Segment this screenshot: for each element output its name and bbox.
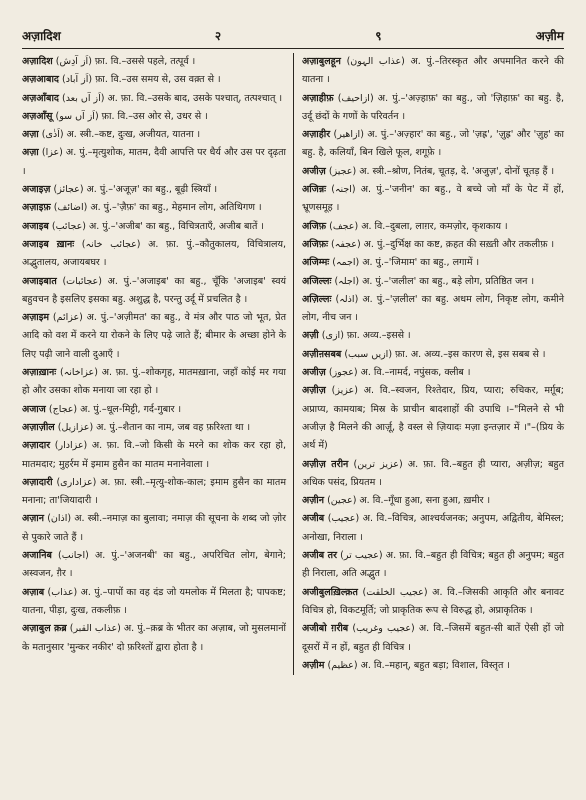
entry-headword: अज़ी [302,330,319,342]
dictionary-entry [302,456,564,493]
entry-headword: अज़आँबाद [22,92,59,104]
dictionary-entry [22,181,286,199]
entry-headword: अज़ान [22,513,45,525]
dictionary-entry [302,492,564,510]
entry-definition: (اجلہ) अ. पुं.–'जलील' का बहु., बड़े लोग, प्रतिष्ठित जन । [331,275,535,287]
dictionary-entry [302,181,564,218]
entry-headword: अज़ादिश [22,56,53,67]
dictionary-entry [302,547,564,584]
entry-definition: (عزاخانہ) अ. फ़ा. पुं.–शोकगृह, मातमख़ाना, जहाँ कोई मर गया हो और उसका शोक मनाया जा रहा हो । [22,367,287,397]
entry-headword: अजिन्नः [302,184,327,196]
dictionary-entry [302,620,564,657]
dictionary-entry [22,547,286,584]
entry-definition: (اَز آں بعد) अ. फ़ा. वि.–उसके बाद, उसके पश्चात्, तत्पश्चात् । [58,92,283,104]
entry-definition: (عجین) अ. वि.–गूँधा हुआ, सना हुआ, ख़मीर । [324,495,491,507]
dictionary-entry [22,510,286,547]
dictionary-entry [22,273,286,310]
dictionary-entry [302,510,564,547]
entry-headword: अजाइज़ [22,184,51,196]
dictionary-entry [302,273,564,291]
entry-definition: (عذاب القبر) अ. पुं.–क़ब्र के भीतर का अज़ाब, जो मुसलमानों के मतानुसार 'मुन्कर नकीर' दो फ़रिश्तों द्वारा होता है । [22,623,286,653]
entry-headword: अजानिब [22,550,52,562]
entry-definition: (عجوز) अ. वि.–नामर्द, नपुंसक, क्लीब । [325,367,471,379]
dictionary-entry [302,657,564,675]
entry-definition: (عجائز) अ. पुं.–'अजूज़' का बहु., बूढ़ी स्त्रियाँ । [50,184,218,196]
entry-headword: अजाइबात [22,275,57,287]
dictionary-entry [22,126,286,144]
entry-definition: (اجنہ) अ. पुं.–'जनीन' का बहु., वे बच्चे जो माँ के पेट में हों, भ्रूणसमूह । [302,184,564,214]
entry-headword: अज़ाइम [22,312,50,324]
entry-definition: (عزاداری) अ. फ़ा. स्त्री.–मृत्यु-शोक-काल; इमाम हुसैन का मातम मनाना; ता'जियादारी । [22,476,287,507]
entry-headword: अजिफ़ [302,220,327,232]
dictionary-entry [22,90,286,108]
entry-definition: (ازیں سبب) फ़ा. अ. अव्य.–इस कारण से, इस सबब से । [341,348,546,360]
entry-headword: अज़ादारी [22,476,53,488]
dictionary-entry [302,291,564,328]
header-left-word: अज़ादिश [22,28,61,43]
entry-definition: (اَز آباد) फ़ा. वि.–उस समय से, उस वक़्त से । [58,74,221,86]
entry-definition: (عجف) अ. वि.–दुबला, लाग़र, कमज़ोर, कृशकाय । [326,220,508,232]
entry-definition: (عذاب) अ. पुं.–पापों का वह दंड जो यमलोक में मिलता है; पापकष्ट; यातना, पीड़ा, दुःख, तकलीफ़ । [22,586,286,616]
entry-definition: (عزیز) अ. वि.–स्वजन, रिश्तेदार, प्रिय, प्यारा; रुचिकर, मर्ग़ूब; अप्राप्य, कामयाब; मिस्र के प्राचीन बादशाहों की उपाधि ।–"मिलने से भी अजीज़ है मिलने की आर्ज़ू, है वस्ल से ज़ियादः मज़ा इन्तज़ार में ।"–(प्रिय के अर्थ में) [302,385,564,452]
dictionary-entry [22,53,286,71]
entry-headword: अज़ाबुलहून [302,56,341,67]
entry-definition: (ازاهیر) अ. पुं.–'अज़्हार' का बहु., जो 'ज़ह्र', 'ज़ुह्र' और 'ज़ुह' का बहु. है, कलियाँ, बिन खिले फूल, शगूफ़े । [302,129,564,159]
entry-headword: अज़ाबुल क़ब्र [22,623,67,635]
entry-headword: अज़ाज़ील [22,421,55,433]
dictionary-entry [302,346,564,364]
entry-headword: अजाइब ख़ानः [22,238,75,250]
entry-headword: अजाइब [22,220,49,232]
entry-definition: (عجیز) अ. स्त्री.–श्रोण, नितंब, चूतड़, दे. 'अजुज़', दोनों चूतड़ हैं । [325,165,555,177]
entry-definition: (عزائم) अ. पुं.–'अज़ीमत' का बहु., वे मंत्र और पाठ जो भूत, प्रेत आदि को वश में करने या रोकने के लिए पढ़े जाते हैं; बीमार के अच्छा होने के लिए पढ़ी जाने वाली दुआएँ । [22,312,286,360]
entry-definition: (اضائف) अ. पुं.–'ज़ैफ़' का बहु., मेहमान लोग, अतिथिगण । [50,202,262,214]
entry-definition: (عجاج) अ. पुं.–धूल-मिट्टी, गर्द-गुबार । [45,403,182,415]
entry-headword: अज़ीज़ [302,385,326,397]
dictionary-entry [302,218,564,236]
dictionary-entry [302,126,564,163]
entry-headword: अजाज [22,403,46,415]
entry-definition: (ازی) फ़ा. अव्य.–इससे । [318,330,411,342]
entry-headword: अज़ादार [22,440,51,452]
dictionary-entry [22,419,286,437]
entry-definition: (اَذٰی) अ. स्त्री.–कष्ट, दुःख, अजीयत, यातना । [38,129,201,141]
dictionary-entry [22,584,286,621]
header-page-number: ९ [375,28,382,43]
entry-definition: (عجیب الخلقت) अ. वि.–जिसकी आकृति और बनावट विचित्र हो, विकटमूर्ति; जो प्राकृतिक रूप से विरुद्ध हो, अप्राकृतिक । [302,586,564,616]
dictionary-entry [22,474,286,511]
entry-headword: अज़ाइफ़ [22,202,51,214]
entry-headword: अजिम्मः [302,257,330,269]
entry-headword: अजीब तर [302,550,337,562]
entry-definition: (اذلہ) अ. पुं.–'ज़लील' का बहु. अधम लोग, निकृष्ट लोग, कमीने लोग, नीच जन । [302,293,564,324]
entry-headword: अजीज़ [302,165,326,177]
entry-definition: (عظیم) अ. वि.–महान्, बहुत बड़ा; विशाल, विस्तृत । [324,659,511,671]
entry-headword: अजीज़ [302,367,326,379]
dictionary-entry [22,218,286,236]
dictionary-entry [22,108,286,126]
entry-headword: अज़ाख़ानः [22,367,57,379]
dictionary-entry [302,327,564,345]
entry-headword: अजीब [302,513,325,525]
dictionary-entry [302,236,564,254]
entry-headword: अज़ाब [22,586,45,598]
dictionary-entry [302,90,564,127]
dictionary-entry [22,309,286,364]
entry-headword: अज़ा [22,129,39,141]
right-column [293,53,564,675]
entry-definition: (اَز آدِش) फ़ा. वि.–उससे पहले, तत्पूर्व । [52,56,196,67]
entry-definition: (عزا) अ. पुं.–मृत्युशोक, मातम, दैवी आपत्ति पर धैर्य और उस पर दृढ़ता । [22,147,286,177]
dictionary-entry [302,364,564,382]
entry-headword: अज़ा [22,147,39,159]
entry-headword: अजीबो ग़रीब [302,623,349,635]
header-rule [22,48,564,49]
dictionary-entry [22,401,286,419]
entry-headword: अज़ीऩसबब [302,348,342,360]
entry-headword: अज़ाहीर [302,129,331,141]
dictionary-entry [22,236,286,273]
entry-headword: अज़ाहीफ़ [302,92,334,104]
dictionary-entry [302,254,564,272]
entry-definition: (ازاحیف) अ. पुं.–'अज़्हाफ़' का बहु., जो 'ज़िहाफ़' का बहु. है, उर्दू छंदों के गणों के परिवर्तन । [302,92,564,122]
entry-definition: (عزازیل) अ. पुं.–शैतान का नाम, जब वह फ़रिश्ता था । [54,421,251,433]
entry-definition: (عزادار) अ. फ़ा. वि.–जो किसी के मरने का शोक कर रहा हो, मातमदार; मुहर्रम में इमाम हुसैन का मातम मनानेवाला । [22,440,286,470]
dictionary-entry [302,584,564,621]
entry-definition: (عجائب) अ. पुं.–'अजीब' का बहु., विचित्रताएँ, अजीब बातें । [48,220,264,232]
entry-definition: (اجانب) अ. पुं.–'अजनबी' का बहु., अपरिचित लोग, बेगाने; अस्वजन, ग़ैर । [22,550,286,580]
entry-headword: अजीबुलख़िल्क़त [302,586,358,598]
entry-definition: (عجیب وغریب) अ. वि.–जिसमें बहुत-सी बातें ऐसी हों जो दूसरों में न हों, बहुत ही विचित्र । [302,623,564,653]
page-header [22,24,564,46]
entry-headword: अजिफ़ः [302,238,329,250]
left-column [22,53,293,675]
header-left-number: २ [214,28,222,43]
dictionary-entry [22,71,286,89]
dictionary-entry [302,163,564,181]
entry-definition: (اَز آں سو) फ़ा. वि.–उस ओर से, उधर से । [52,110,208,122]
entry-headword: अज़आँसू [22,110,53,122]
entry-headword: अज़ीन [302,495,325,507]
entry-headword: अज़आबाद [22,74,59,86]
entry-headword: अज़ीम [302,659,325,671]
entry-columns [22,53,564,675]
header-right-word: अज़ीम [535,28,564,43]
entry-definition: (عجیب) अ. वि.–विचित्र, आश्चर्यजनक; अनुपम, अद्वितीय, बेमिस्ल; अनोखा, निराला । [302,513,564,543]
entry-headword: अज़िल्लः [302,293,332,305]
dictionary-entry [22,364,286,401]
entry-definition: (عذاب الہون) अ. पुं.–तिरस्कृत और अपमानित करने की यातना । [302,56,564,86]
dictionary-entry [22,620,286,657]
dictionary-entry [22,199,286,217]
dictionary-entry [22,437,286,474]
entry-definition: (عزیز ترین) अ. फ़ा. वि.–बहुत ही प्यारा, अज़ीज़; बहुत अधिक पसंद, प्रियतम । [302,458,564,488]
entry-definition: (اجمہ) अ. पुं.–'जिमाम' का बहु., लगामें । [329,257,480,269]
dictionary-entry [22,144,286,181]
entry-definition: (عجائبات) अ. पुं.–'अजाइब' का बहु., चूँकि 'अजाइब' स्वयं बहुवचन है इसलिए इसका बहु. अशुद्ध है, परन्तु उर्दू में प्रचलित है । [22,275,286,305]
entry-definition: (عجائب خانہ) अ. फ़ा. पुं.–कौतुकालय, विचित्रालय, अद्भुतालय, अजायबघर । [22,238,286,269]
entry-definition: (عجفہ) अ. पुं.–दुर्भिक्ष का कष्ट, क़हत की सख़्ती और तकलीफ़ । [328,238,555,250]
entry-headword: अजिल्लः [302,275,332,287]
dictionary-entry [302,382,564,455]
entry-definition: (عجیب تر) अ. फ़ा. वि.–बहुत ही विचित्र; बहुत ही अनुपम; बहुत ही निराला, अति अद्भुत । [302,550,564,580]
dictionary-entry [302,53,564,90]
entry-headword: अज़ीज़ तरीन [302,458,349,470]
entry-definition: (اذان) अ. स्त्री.–नमाज़ का बुलावा; नमाज़ की सूचना के शब्द जो ज़ोर से पुकारे जाते हैं । [22,513,286,543]
